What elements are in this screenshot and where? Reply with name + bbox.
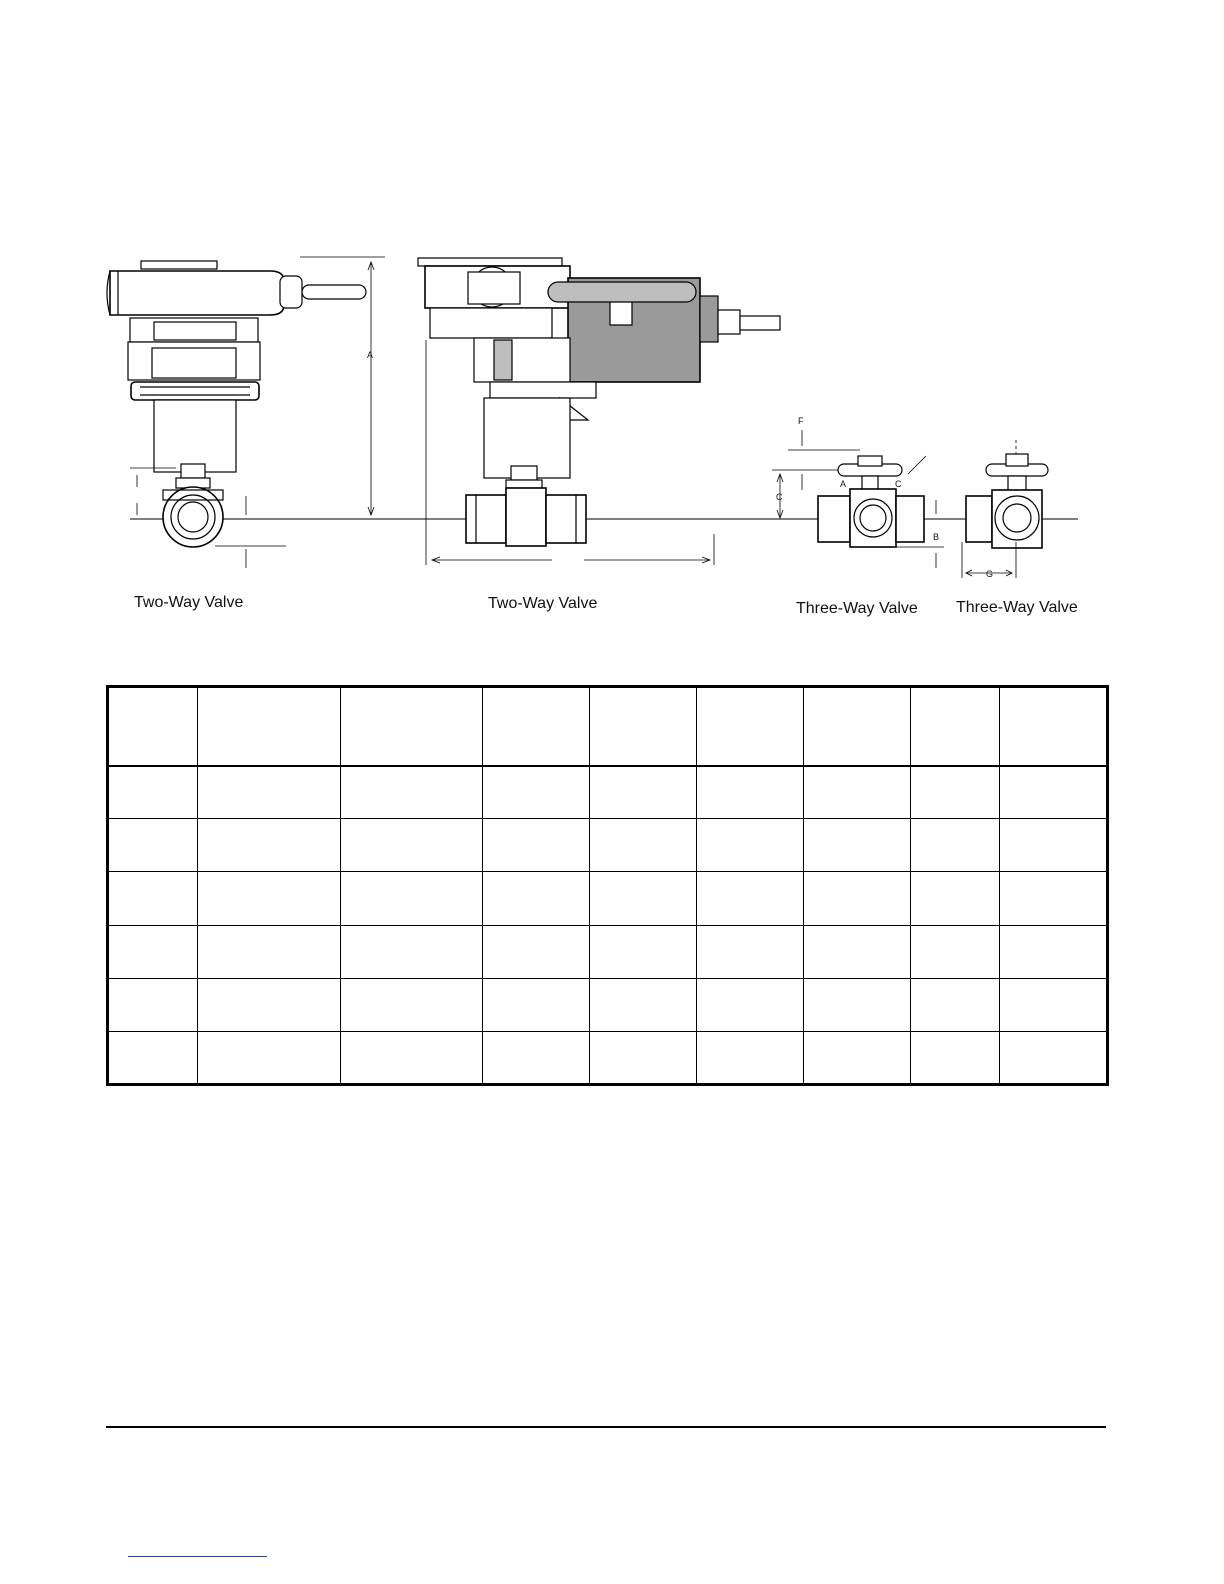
table-header-cell	[483, 687, 590, 766]
table-row	[108, 925, 1108, 978]
table-cell	[483, 819, 590, 872]
table-row	[108, 819, 1108, 872]
table-cell	[1000, 766, 1108, 819]
dim-label-g: G	[986, 569, 994, 579]
table-cell	[911, 766, 1000, 819]
table-header-cell	[108, 687, 198, 766]
table-cell	[697, 819, 804, 872]
table-cell	[804, 978, 911, 1031]
table-cell	[108, 872, 198, 925]
table-row	[108, 978, 1108, 1031]
table-cell	[804, 872, 911, 925]
caption-two-way-valve-2: Two-Way Valve	[488, 595, 598, 612]
dim-label-a-1: A	[367, 350, 374, 360]
table-cell	[590, 925, 697, 978]
footer-rule	[106, 1426, 1106, 1428]
table-header-row	[108, 687, 1108, 766]
table-cell	[341, 978, 483, 1031]
table-header-cell	[804, 687, 911, 766]
table-cell	[804, 1031, 911, 1084]
table-cell	[108, 925, 198, 978]
table-cell	[341, 1031, 483, 1084]
table-cell	[590, 1031, 697, 1084]
table-cell	[341, 872, 483, 925]
table-cell	[697, 872, 804, 925]
dimension-table	[106, 685, 1109, 1086]
table-cell	[198, 978, 341, 1031]
table-cell	[1000, 925, 1108, 978]
valve-dimension-figure	[0, 0, 1224, 680]
table-cell	[108, 1031, 198, 1084]
table-header-cell	[198, 687, 341, 766]
table-header-cell	[1000, 687, 1108, 766]
table-cell	[483, 925, 590, 978]
table-cell	[198, 819, 341, 872]
table-header-cell	[697, 687, 804, 766]
valve-3-drawing	[772, 430, 944, 568]
caption-three-way-valve-2: Three-Way Valve	[956, 599, 1078, 616]
table-cell	[697, 766, 804, 819]
table-cell	[483, 978, 590, 1031]
table-cell	[590, 978, 697, 1031]
table-cell	[108, 978, 198, 1031]
dim-label-b: B	[933, 532, 940, 542]
table-header-cell	[911, 687, 1000, 766]
table-cell	[697, 1031, 804, 1084]
table-header-cell	[590, 687, 697, 766]
table-cell	[590, 872, 697, 925]
table-cell	[198, 872, 341, 925]
table-cell	[590, 766, 697, 819]
table-cell	[1000, 1031, 1108, 1084]
caption-two-way-valve-1: Two-Way Valve	[134, 594, 244, 611]
table-cell	[804, 925, 911, 978]
table-row	[108, 872, 1108, 925]
table-cell	[911, 978, 1000, 1031]
table-cell	[341, 766, 483, 819]
caption-three-way-valve-1: Three-Way Valve	[796, 600, 918, 617]
dim-label-f: F	[798, 416, 804, 426]
dim-label-c-2: C	[895, 479, 902, 489]
table-cell	[911, 1031, 1000, 1084]
table-cell	[911, 819, 1000, 872]
table-cell	[198, 766, 341, 819]
table-cell	[804, 766, 911, 819]
table-cell	[697, 978, 804, 1031]
table-cell	[108, 819, 198, 872]
table-cell	[198, 925, 341, 978]
table-cell	[1000, 872, 1108, 925]
table-cell	[1000, 978, 1108, 1031]
table-cell	[911, 925, 1000, 978]
table-cell	[697, 925, 804, 978]
dim-label-c-1: C	[776, 492, 783, 502]
table-cell	[108, 766, 198, 819]
table-cell	[341, 819, 483, 872]
footer-link-underline	[128, 1556, 267, 1557]
table-cell	[1000, 819, 1108, 872]
table-cell	[483, 872, 590, 925]
table-cell	[483, 1031, 590, 1084]
table-cell	[198, 1031, 341, 1084]
table-row	[108, 1031, 1108, 1084]
valve-4-drawing	[962, 440, 1048, 578]
table-row	[108, 766, 1108, 819]
table-header-cell	[341, 687, 483, 766]
table-cell	[804, 819, 911, 872]
table-cell	[483, 766, 590, 819]
valve-1-drawing	[107, 257, 385, 568]
table-cell	[341, 925, 483, 978]
dim-label-a-2: A	[840, 479, 847, 489]
table-cell	[590, 819, 697, 872]
table-cell	[911, 872, 1000, 925]
